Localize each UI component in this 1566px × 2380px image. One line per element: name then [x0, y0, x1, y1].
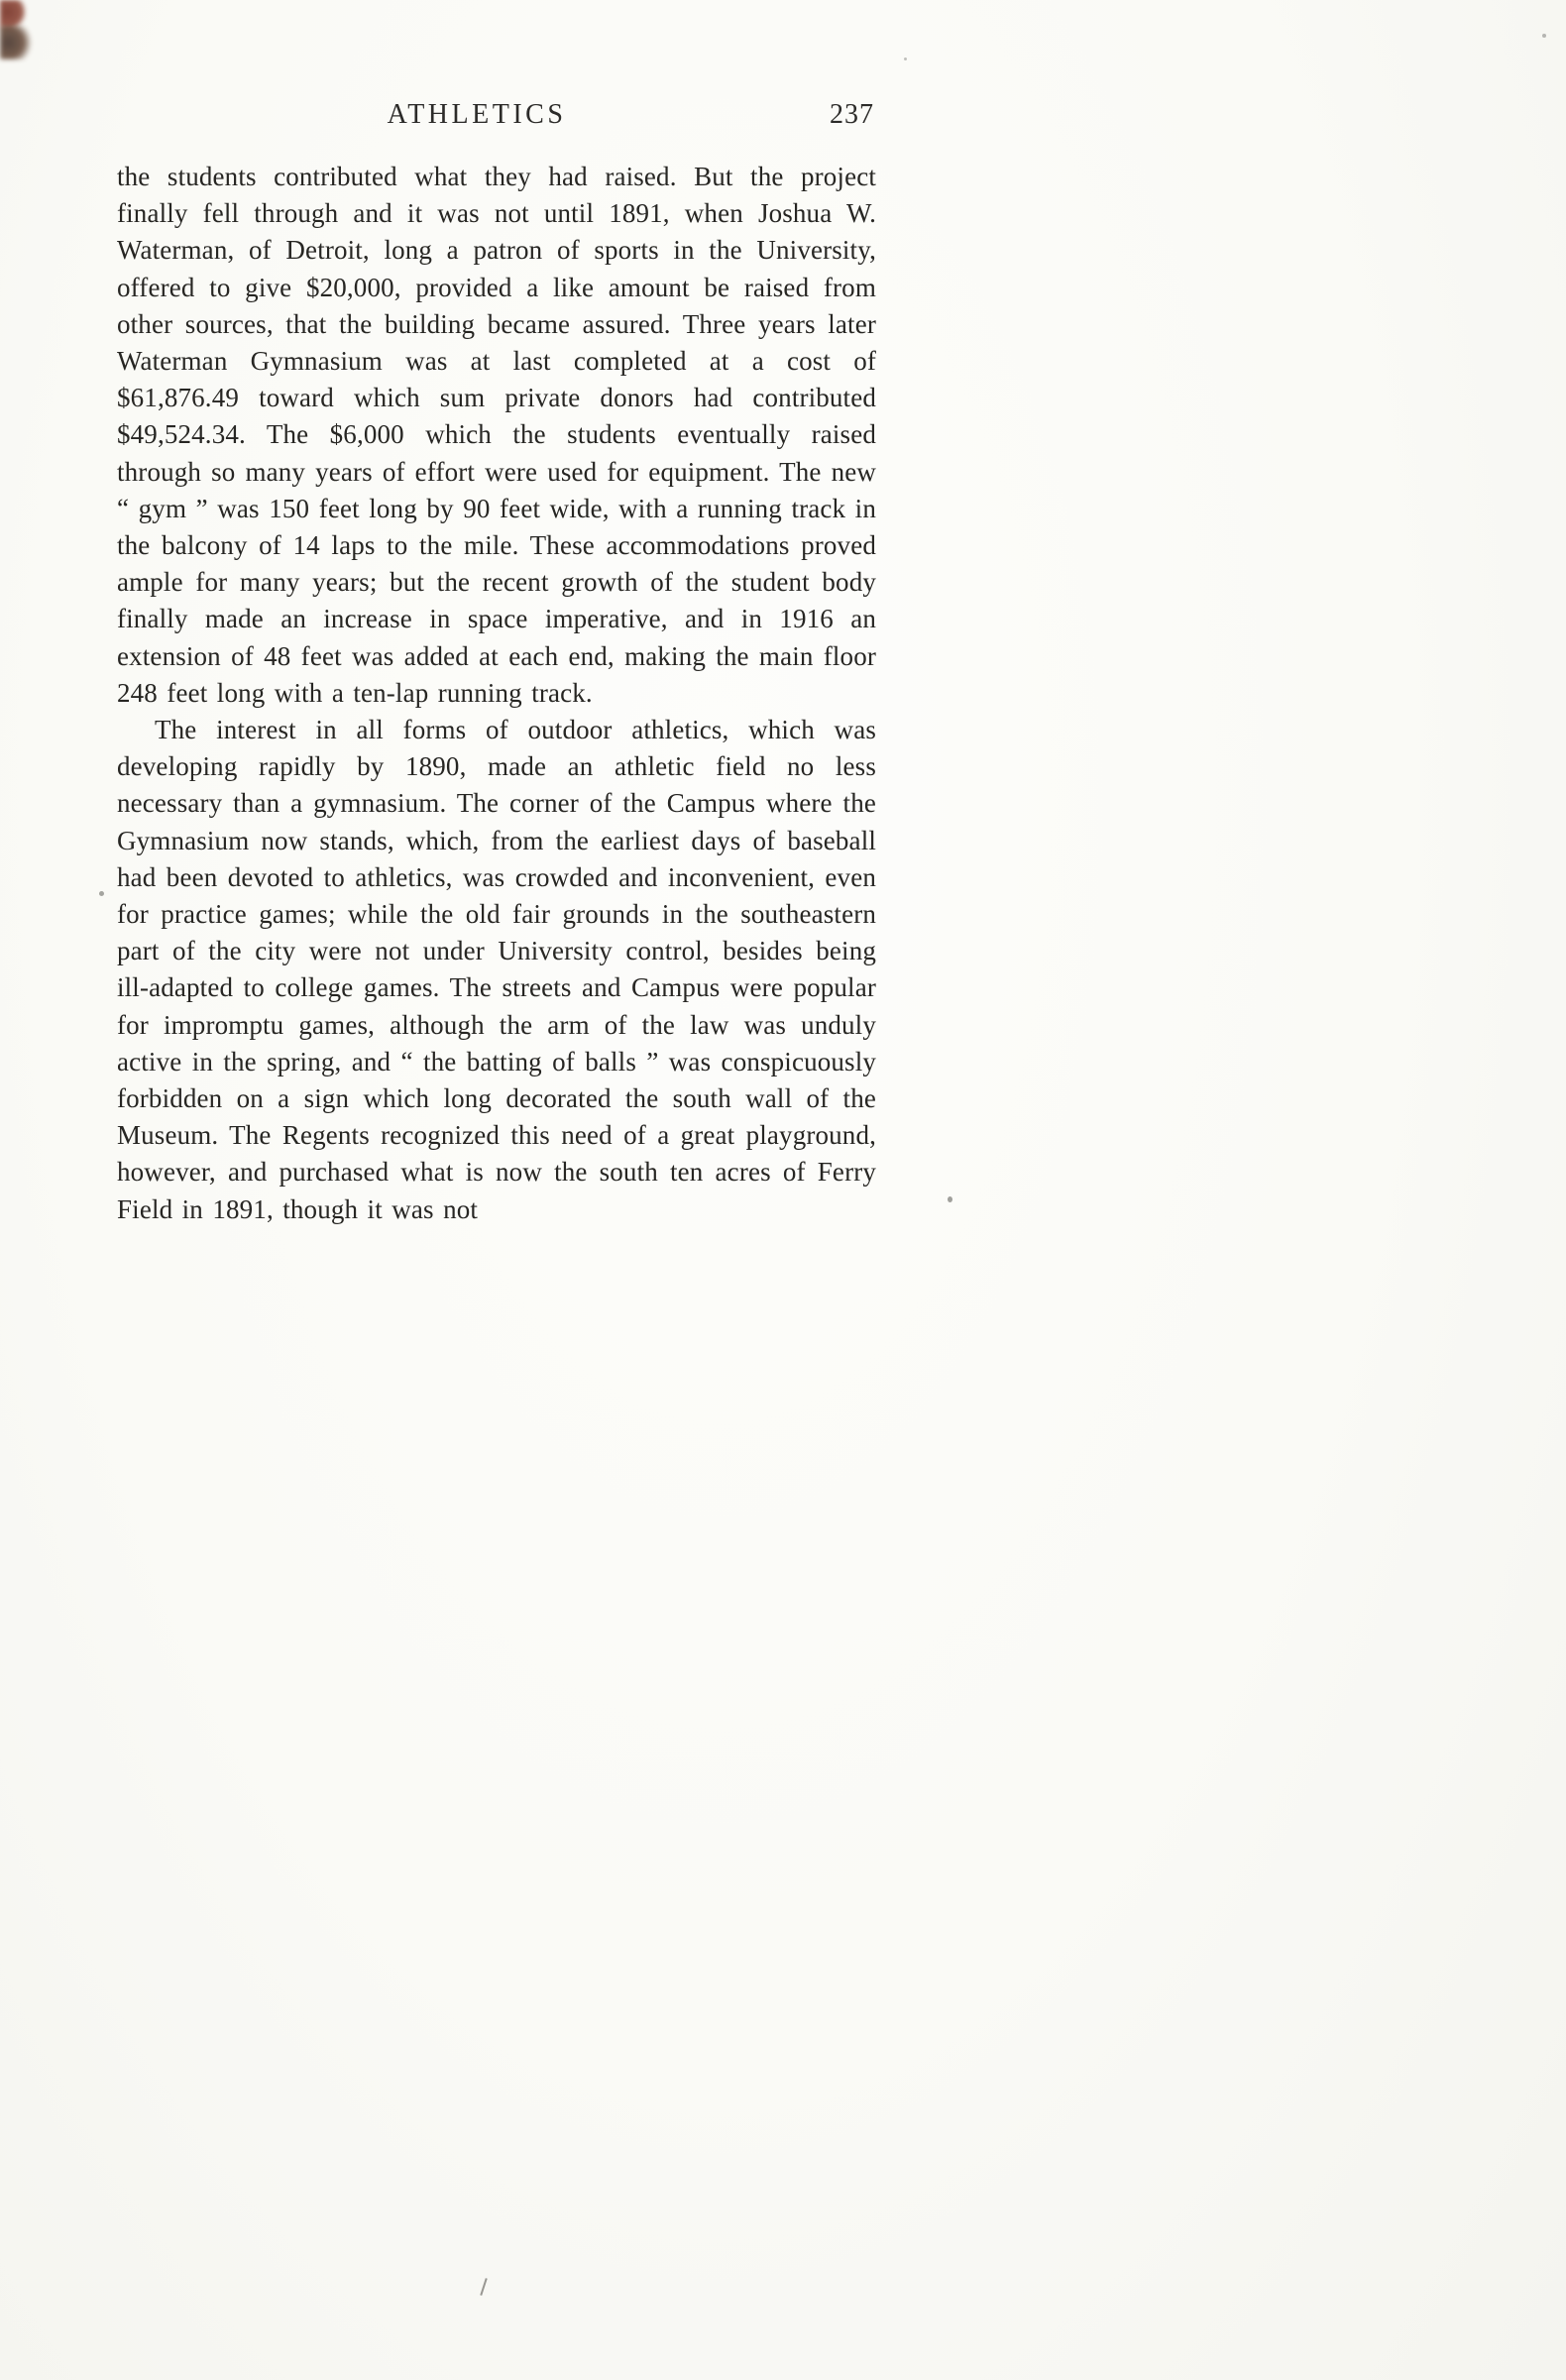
body-paragraph-2: The interest in all forms of outdoor athletics, which was developing rapidly by 1890, made an athletic field no less necessary than a gymnasium. The corner of the Campus where the Gymnasium now stands, which, from the earliest days of baseball had been devoted to athletics, was crowded and inconvenient, even for practice games; while the old fair grounds in the southeastern part of the city were not under University control, besides being ill-adapted to college games. The streets and Campus were popular for impromptu games, although the arm of the law was unduly active in the spring, and “ the batting of balls ” was conspicuously forbidden on a sign which long decorated the south wall of the Museum. The Regents recognized this need of a great playground, however, and purchased what is now the south ten acres of Ferry Field in 1891, though it was not — [117, 715, 876, 1224]
scan-artifact-smudge — [0, 26, 34, 59]
scan-artifact-speck — [904, 57, 907, 60]
scan-artifact-mark — [480, 2278, 487, 2296]
scan-artifact-speck — [948, 1196, 952, 1202]
scan-artifact-speck — [99, 891, 104, 896]
body-paragraph-1: the students contributed what they had raised. But the project finally fell through and it was not until 1891, when Joshua W. Waterman, of Detroit, long a patron of sports in the University, offered to give $20,000, provided a like amount be raised from other sources, that the building became assured. Three years later Waterman Gymnasium was at last completed at a cost of $61,876.49 toward which sum private donors had contributed $49,524.34. The $6,000 which the students eventually raised through so many years of effort were used for equipment. The new “ gym ” was 150 feet long by 90 feet wide, with a running track in the balcony of 14 laps to the mile. These accommodations proved ample for many years; but the recent growth of the student body finally made an increase in space imperative, and in 1916 an extension of 48 feet was added at each end, making the main floor 248 feet long with a ten-lap running track. — [117, 162, 876, 708]
scan-artifact-speck — [1542, 34, 1546, 38]
scan-artifact-smudge — [0, 0, 26, 30]
page-number: 237 — [830, 99, 874, 130]
running-header — [117, 99, 876, 135]
text-block — [117, 99, 876, 1228]
running-header-title: ATHLETICS — [387, 99, 567, 130]
